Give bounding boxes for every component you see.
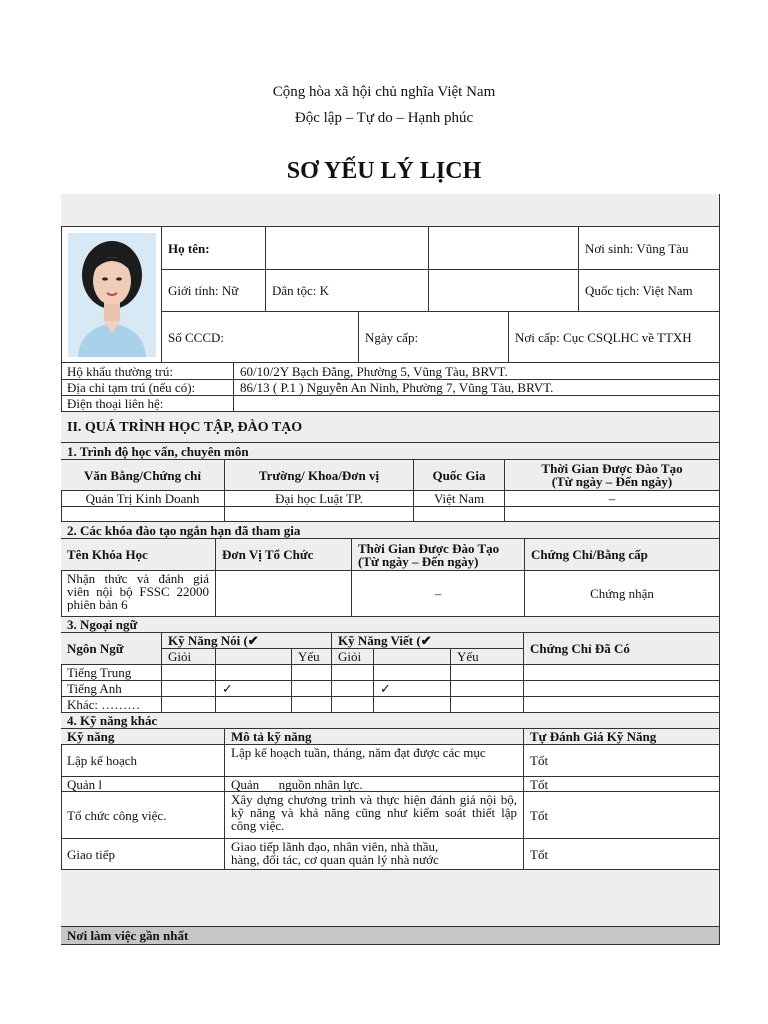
skill-name: Quản l (61, 777, 225, 792)
writing-level-mid (374, 649, 451, 665)
lang-cell (216, 665, 292, 681)
lang-cell (332, 681, 374, 697)
skill-rating: Tốt (524, 745, 720, 777)
course-header-period (352, 539, 525, 571)
course-cell-cert: Chứng nhận (525, 571, 720, 617)
temp-address-label: Địa chỉ tạm trú (nếu có): (61, 380, 234, 396)
course-header-period-line2: (Từ ngày – Đến ngày) (358, 553, 479, 569)
speaking-level-weak: Yếu (292, 649, 332, 665)
name-label: Họ tên: (162, 227, 266, 270)
edu-header-period (505, 460, 720, 491)
last-workplace-heading: Nơi làm việc gần nhất (61, 927, 720, 945)
blank-cell (429, 227, 579, 270)
top-band (61, 194, 720, 227)
speaking-level-mid (216, 649, 292, 665)
subsection-4-title: 4. Kỹ năng khác (61, 713, 720, 729)
writing-check: ✓ (374, 681, 451, 697)
skill-desc: Lập kế hoạch tuần, tháng, năm đạt được các mục (225, 745, 524, 777)
lang-cell (374, 697, 451, 713)
skill-header-desc: Mô tả kỹ năng (225, 729, 524, 745)
blank-cell (429, 270, 579, 312)
edu-cell-school: Đại học Luật TP. (225, 491, 414, 507)
course-header-org: Đơn Vị Tổ Chức (216, 539, 352, 571)
lang-cell (332, 665, 374, 681)
subsection-1-title: 1. Trình độ học vấn, chuyên môn (61, 443, 720, 460)
ethnicity: Dân tộc: K (266, 270, 429, 312)
language-name: Tiếng Trung (61, 665, 162, 681)
edu-header-period-line1: Thời Gian Được Đào Tạo (541, 461, 683, 476)
language-name: Khác: ……… (61, 697, 162, 713)
lang-header-cert: Chứng Chỉ Đã Có (524, 633, 720, 665)
skill-rating: Tốt (524, 792, 720, 839)
edu-empty-cell (505, 507, 720, 522)
skill-name: Lập kế hoạch (61, 745, 225, 777)
speaking-level-good: Giỏi (162, 649, 216, 665)
edu-header-degree: Văn Bằng/Chứng chỉ (61, 460, 225, 491)
id-number: Số CCCD: (162, 312, 359, 363)
subsection-2-title: 2. Các khóa đào tạo ngắn hạn đã tham gia (61, 522, 720, 539)
edu-empty-cell (225, 507, 414, 522)
lang-cell (332, 697, 374, 713)
lang-cell (292, 665, 332, 681)
edu-header-period-line2: (Từ ngày – Đến ngày) (551, 474, 673, 489)
skill-desc: Xây dựng chương trình và thực hiện đánh giá nội bộ, kỹ năng và khả năng cũng như kiểm soát thiết lập công việc. (225, 792, 524, 839)
issue-place: Nơi cấp: Cục CSQLHC về TTXH (509, 312, 720, 363)
course-cell-org (216, 571, 352, 617)
skill-desc-line1: Giao tiếp lãnh đạo, nhân viên, nhà thầu, (231, 839, 439, 854)
phone-label: Điện thoại liên hệ: (61, 396, 234, 412)
lang-cell (524, 697, 720, 713)
lang-cell (216, 697, 292, 713)
household-label: Hộ khẩu thường trú: (61, 363, 234, 380)
edu-cell-country: Việt Nam (414, 491, 505, 507)
phone-value (234, 396, 720, 412)
lang-header-language: Ngôn Ngữ (61, 633, 162, 665)
gender: Giới tính: Nữ (162, 270, 266, 312)
edu-header-school: Trường/ Khoa/Đơn vị (225, 460, 414, 491)
course-header-cert: Chứng Chỉ/Bằng cấp (525, 539, 720, 571)
name-value (266, 227, 429, 270)
skill-rating: Tốt (524, 839, 720, 870)
writing-level-weak: Yếu (451, 649, 524, 665)
skill-desc (225, 839, 524, 870)
skill-desc: Quản nguồn nhân lực. (225, 777, 524, 792)
edu-cell-degree: Quản Trị Kinh Doanh (61, 491, 225, 507)
skill-rating: Tốt (524, 777, 720, 792)
skill-header-rating: Tự Đánh Giá Kỹ Năng (524, 729, 720, 745)
edu-empty-cell (414, 507, 505, 522)
header-line-1: Cộng hòa xã hội chủ nghĩa Việt Nam (272, 84, 496, 100)
lang-cell (374, 665, 451, 681)
temp-address-value: 86/13 ( P.1 ) Nguyễn An Ninh, Phường 7, Vũng Tàu, BRVT. (234, 380, 720, 396)
portrait-photo (68, 233, 156, 357)
empty-gray-row (61, 870, 720, 927)
section-2-title: II. QUÁ TRÌNH HỌC TẬP, ĐÀO TẠO (61, 412, 720, 443)
lang-cell (451, 681, 524, 697)
nationality: Quốc tịch: Việt Nam (579, 270, 720, 312)
skill-desc-line2: hàng, đối tác, cơ quan quản lý nhà nước (231, 852, 439, 867)
edu-cell-period: – (505, 491, 720, 507)
lang-cell (162, 681, 216, 697)
speaking-check: ✓ (216, 681, 292, 697)
writing-level-good: Giỏi (332, 649, 374, 665)
course-header-name: Tên Khóa Học (61, 539, 216, 571)
document-title: SƠ YẾU LÝ LỊCH (286, 158, 482, 184)
skill-header-name: Kỹ năng (61, 729, 225, 745)
issue-date: Ngày cấp: (359, 312, 509, 363)
lang-header-writing: Kỹ Năng Viết (✔ (332, 633, 524, 649)
language-name: Tiếng Anh (61, 681, 162, 697)
course-cell-period: – (352, 571, 525, 617)
lang-cell (524, 665, 720, 681)
lang-cell (292, 697, 332, 713)
skill-name: Tổ chức công việc. (61, 792, 225, 839)
birthplace: Nơi sinh: Vũng Tàu (579, 227, 720, 270)
lang-cell (451, 697, 524, 713)
skill-name: Giao tiếp (61, 839, 225, 870)
subsection-3-title: 3. Ngoại ngữ (61, 617, 720, 633)
lang-cell (524, 681, 720, 697)
course-cell-name: Nhận thức và đánh giá viên nội bộ FSSC 22000 phiên bản 6 (61, 571, 216, 617)
lang-header-speaking: Kỹ Năng Nói (✔ (162, 633, 332, 649)
lang-cell (162, 665, 216, 681)
edu-header-country: Quốc Gia (414, 460, 505, 491)
lang-cell (162, 697, 216, 713)
household-value: 60/10/2Y Bạch Đằng, Phường 5, Vũng Tàu, BRVT. (234, 363, 720, 380)
edu-empty-cell (61, 507, 225, 522)
header-line-2: Độc lập – Tự do – Hạnh phúc (294, 110, 474, 126)
lang-cell (451, 665, 524, 681)
course-header-period-line1: Thời Gian Được Đào Tạo (358, 540, 500, 556)
lang-cell (292, 681, 332, 697)
